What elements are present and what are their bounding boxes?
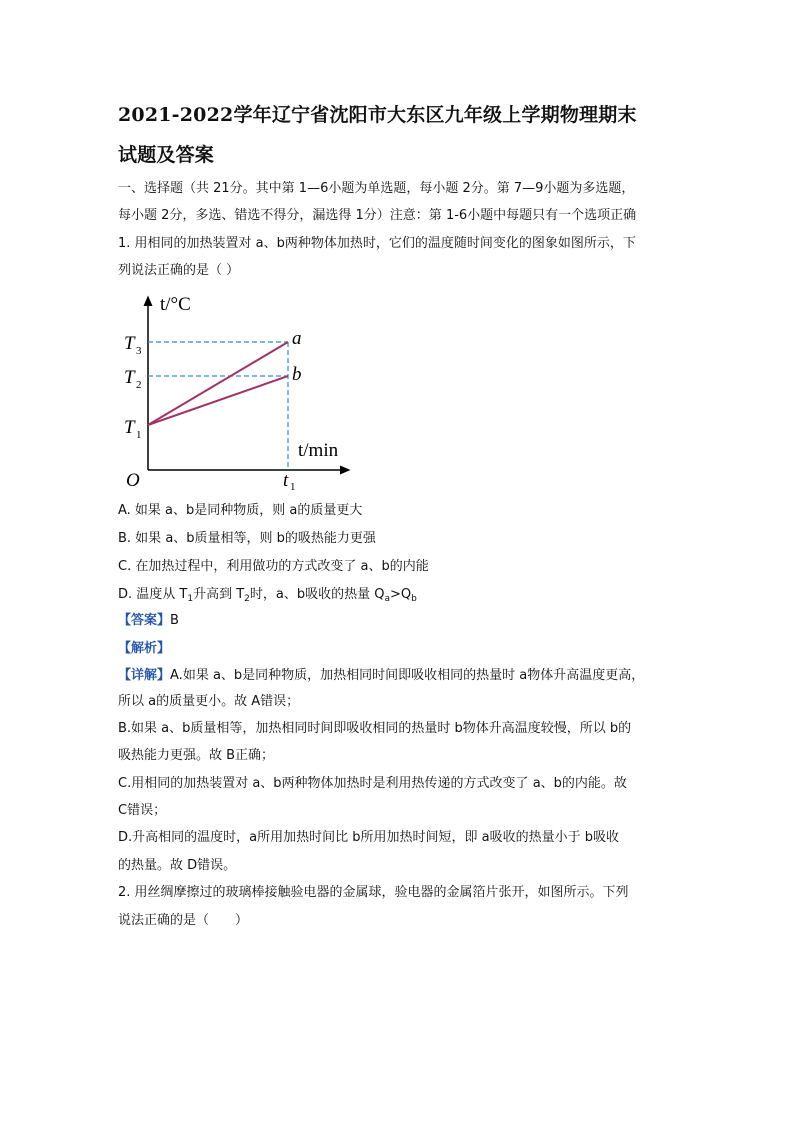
t1-subscript: 1 [136,429,142,441]
answer-tag: 【答案】 [118,613,171,628]
q2-stem-line1: 2. 用丝绸摩擦过的玻璃棒接触验电器的金属球，验电器的金属箔片张开，如图所示。下列 [118,885,629,900]
t1-label: T [124,417,135,438]
q1-analysis-heading [118,640,170,658]
q1-stem-line2: 列说法正确的是（ ） [118,263,240,278]
q1-detail-line2: 所以 a的质量更小。故 A错误； [118,694,300,709]
q1-detail-line8: 的热量。故 D错误。 [118,858,237,873]
q1-option-d-sub2: 2 [244,594,250,604]
analysis-tag: 【解析】 [118,641,171,656]
q1-option-d-text3: 时，a、b吸收的热量 Q [249,587,385,602]
q1-detail-line5: C.用相同的加热装置对 a、b两种物体加热时是利用热传递的方式改变了 a、b的内能。故 [118,776,627,791]
t2-label: T [124,367,135,388]
q1-option-d-sub4: b [411,594,417,604]
q2-stem-line2: 说法正确的是（ ） [118,913,249,928]
origin-label: O [126,470,140,491]
q1-detail-line3: B.如果 a、b质量相等，加热相同时间即吸收相同的热量时 b物体升高温度较慢，所以 b的 [118,721,632,736]
answer-value: B [170,613,179,628]
q1-option-d-sub1: 1 [187,594,194,604]
temperature-time-graph [110,288,370,498]
q1-answer [118,612,179,630]
time-t1-label: t [283,470,289,491]
x-axis-label: t/min [298,440,339,461]
time-t1-subscript: 1 [290,481,296,493]
line-a-label: a [292,328,302,349]
t2-subscript: 2 [136,379,142,391]
detail-text1: A.如果 a、b是同种物质，加热相同时间即吸收相同的热量时 a物体升高温度更高， [170,668,645,683]
document-title-line1: 2021-2022学年辽宁省沈阳市大东区九年级上学期物理期末 [118,104,637,126]
section-instructions-line1: 一、选择题（共 21分。其中第 1—6小题为单选题，每小题 2分。第 7—9小题为多选题， [118,181,635,196]
q1-option-c: C. 在加热过程中，利用做功的方式改变了 a、b的内能 [118,559,429,574]
q1-option-d [118,586,417,608]
q1-detail-line7: D.升高相同的温度时，a所用加热时间比 b所用加热时间短，即 a吸收的热量小于 b吸收 [118,830,619,845]
q1-option-a: A. 如果 a、b是同种物质，则 a的质量更大 [118,503,363,518]
q1-option-b: B. 如果 a、b质量相等，则 b的吸热能力更强 [118,531,376,546]
q1-option-d-sub3: a [384,594,391,604]
line-b-label: b [292,364,302,385]
q1-detail-line4: 吸热能力更强。故 B正确； [118,748,275,763]
t3-subscript: 3 [136,345,142,357]
section-instructions-line2: 每小题 2分，多选、错选不得分，漏选得 1分）注意：第 1-6小题中每题只有一个选项正确 [118,208,637,223]
q1-option-d-text1: D. 温度从 T [118,587,188,602]
detail-tag: 【详解】 [118,668,171,683]
q1-detail-line6: C错误； [118,803,167,818]
q1-option-d-text4: >Q [390,587,412,602]
q1-option-d-text2: 升高到 T [193,587,245,602]
q1-stem-line1: 1. 用相同的加热装置对 a、b两种物体加热时，它们的温度随时间变化的图象如图所示，下 [118,236,636,251]
y-axis-label: t/°C [160,294,191,315]
document-title-line2: 试题及答案 [118,144,215,166]
q1-detail-line1 [118,667,644,685]
t3-label: T [124,333,135,354]
